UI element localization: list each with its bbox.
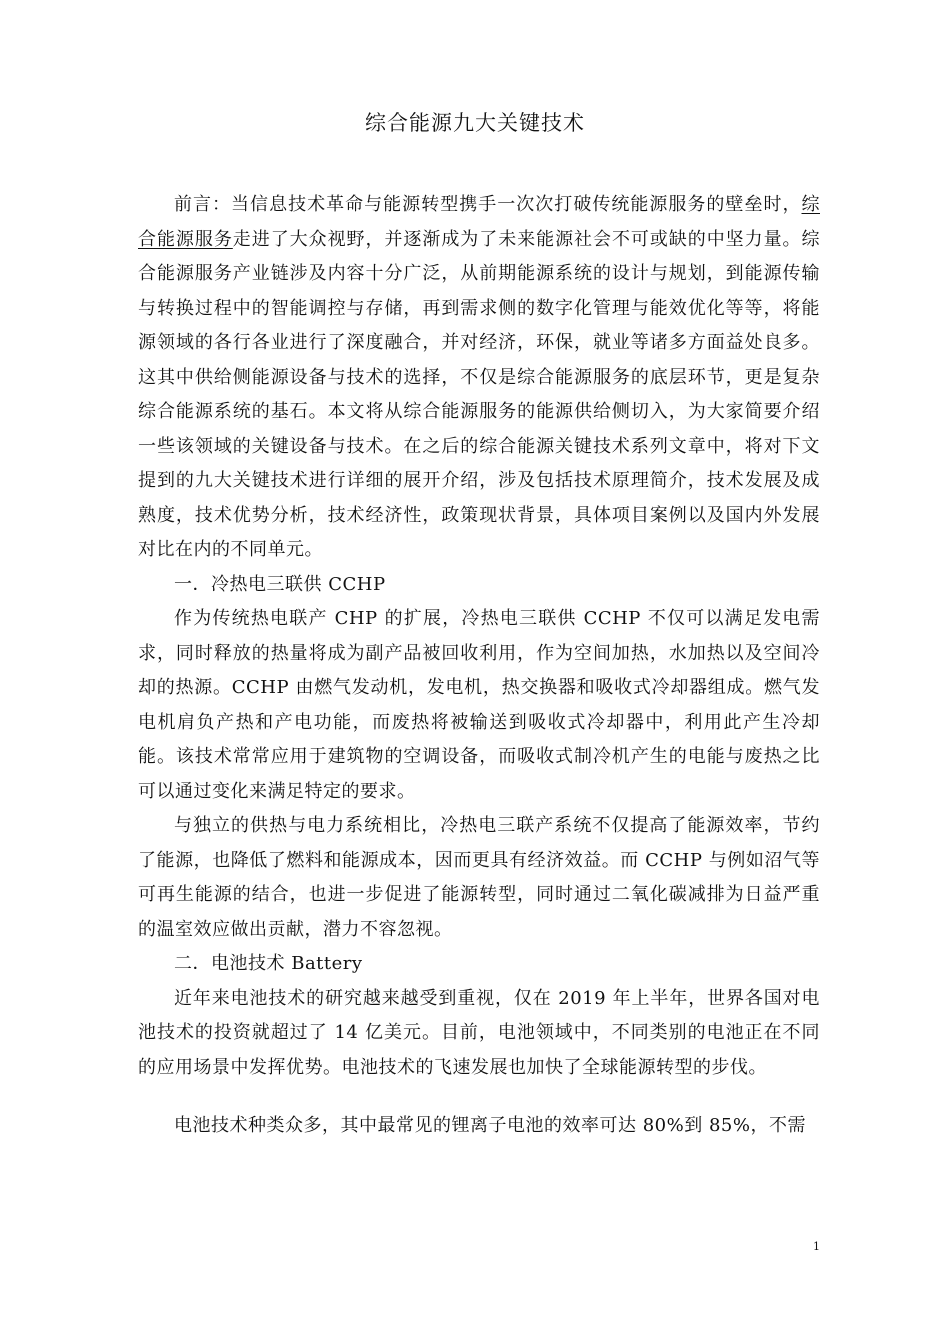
section-heading-cchp: 一．冷热电三联供 CCHP [174,573,386,595]
section-heading-battery: 二．电池技术 Battery [174,953,363,974]
cchp-paragraph-1: 作为传统热电联产 CHP 的扩展，冷热电三联供 CCHP 不仅可以满足发电需求，同时释放的热量将成为副产品被回收利用，作为空间加热，水加热以及空间冷却的热源。CCHP 由燃气发动机，发电机，热交换器和吸收式冷却器组成。燃气发电机肩负产热和产电功能，而废热将被输送到吸收式冷却器中，利用此产生冷却能。该技术常常应用于建筑物的空调设备，而吸收式制冷机产生的电能与废热之比可以通过变化来满足特定的要求。 [138,608,820,802]
intro-suffix-text: 走进了大众视野，并逐渐成为了未来能源社会不可或缺的中坚力量。综合能源服务产业链涉及内容十分广泛，从前期能源系统的设计与规划，到能源传输与转换过程中的智能调控与存储，再到需求侧的数字化管理与能效优化等等，将能源领域的各行各业进行了深度融合，并对经济，环保，就业等诸多方面益处良多。这其中供给侧能源设备与技术的选择，不仅是综合能源服务的底层环节，更是复杂综合能源系统的基石。本文将从综合能源服务的能源供给侧切入，为大家简要介绍一些该领域的关键设备与技术。在之后的综合能源关键技术系列文章中，将对下文提到的九大关键技术进行详细的展开介绍，涉及包括技术原理简介，技术发展及成熟度，技术优势分析，技术经济性，政策现状背景，具体项目案例以及国内外发展对比在内的不同单元。 [138,228,821,560]
battery-paragraph-1: 近年来电池技术的研究越来越受到重视，仅在 2019 年上半年，世界各国对电池技术的投资就超过了 14 亿美元。目前，电池领域中，不同类别的电池正在不同的应用场景中发挥优势。电池技术的飞速发展也加快了全球能源转型的步伐。 [138,987,820,1078]
intro-paragraph [138,188,820,568]
page-number: 1 [813,1240,820,1253]
document-title: 综合能源九大关键技术 [365,111,585,135]
battery-paragraph-2: 电池技术种类众多，其中最常见的锂离子电池的效率可达 80%到 85%，不需 [174,1115,806,1136]
cchp-paragraph-2: 与独立的供热与电力系统相比，冷热电三联产系统不仅提高了能源效率，节约了能源，也降低了燃料和能源成本，因而更具有经济效益。而 CCHP 与例如沼气等可再生能源的结合，也进一步促进了能源转型，同时通过二氧化碳减排为日益严重的温室效应做出贡献，潜力不容忽视。 [138,815,820,940]
intro-prefix-text: 前言：当信息技术革命与能源转型携手一次次打破传统能源服务的壁垒时， [174,194,802,215]
document-body [138,188,820,1144]
integrated-energy-service-link[interactable]: 综合能源服务 [138,194,820,250]
